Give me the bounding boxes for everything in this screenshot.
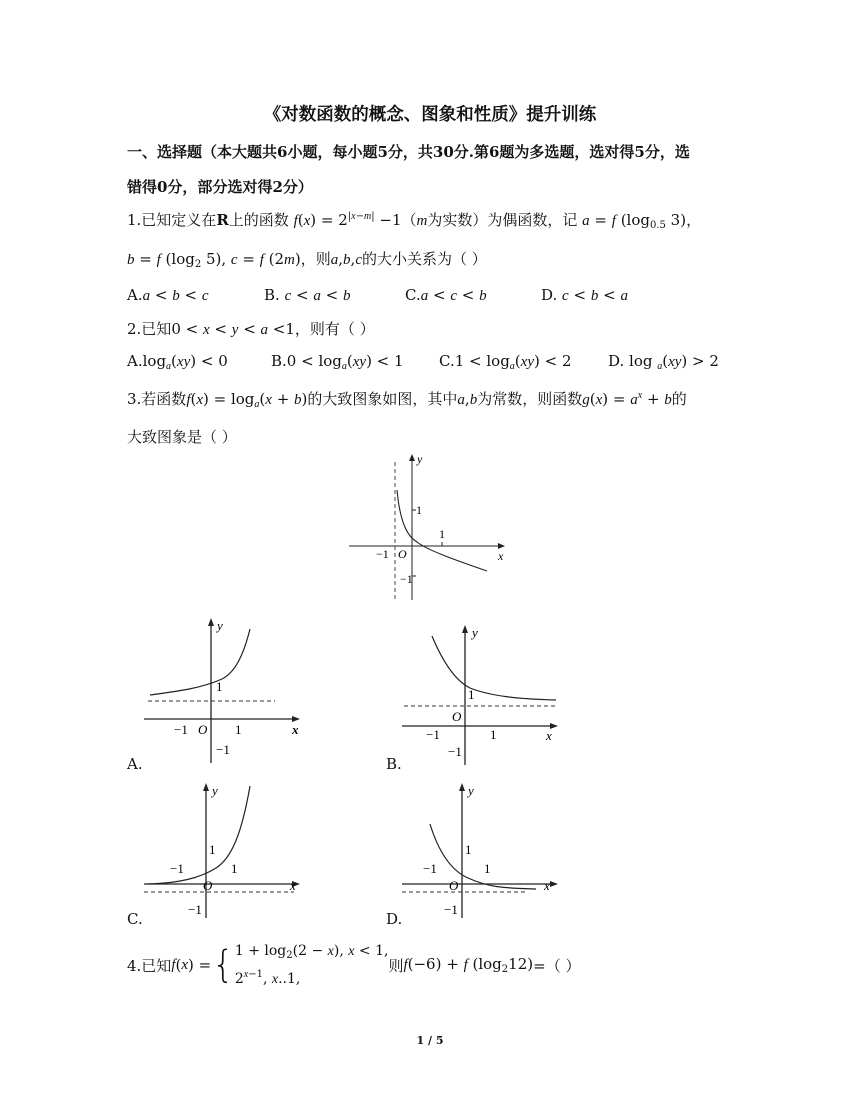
formula-bc: b = f ($\log_2$ 5), c = f (2m) — [127, 250, 301, 270]
b-x-label: x — [546, 728, 552, 743]
q1-option-c[interactable]: C.a < c < b — [405, 286, 487, 304]
tick-1-x: 1 — [439, 527, 445, 541]
option-d-label: D. — [386, 910, 403, 928]
b-tick-neg1-x: −1 — [426, 727, 440, 742]
b-tick-1-x: 1 — [490, 727, 497, 742]
c-x-label: x — [290, 878, 296, 893]
origin-label: O — [398, 547, 407, 561]
question-1-line2: b = f ($\log_2$ 5), c = f (2m)，则a,b,c的大小关系为（ ） — [127, 250, 487, 270]
question-2: 2.已知0 < x < y < a <1，则有（ ） — [127, 320, 375, 338]
formula-a: a = f ($\log_{0.5}$ 3) — [582, 211, 687, 231]
option-b-label: B. — [386, 755, 402, 773]
formula-ab: a,b — [457, 390, 478, 408]
formula-abc: a,b,c — [330, 250, 362, 268]
q1-option-b[interactable]: B. c < a < b — [264, 286, 351, 304]
a-tick-neg1-x: −1 — [174, 722, 188, 737]
question-3-line1: 3.若函数$f(x) = \log_a(x + b)$的大致图象如图，其中a,b为常数，则函数$g(x) = a^x + b$的 — [127, 390, 687, 410]
q2-option-c[interactable]: $C.1 < \log_a(xy) < 2$ — [439, 352, 572, 372]
a-tick-neg1-y: −1 — [216, 742, 230, 757]
d-x-label: x — [544, 878, 550, 893]
a-x-label: x — [292, 722, 299, 737]
b-tick-1-y: 1 — [468, 687, 475, 702]
section-heading-line1: 一、选择题（本大题共6小题，每小题5分，共30分.第6题为多选题，选对得5分，选 — [127, 143, 690, 161]
formula-f: $f(x) = 2^{|x-m|} -1$ — [293, 211, 402, 229]
page-number: 1 / 5 — [416, 1034, 444, 1047]
q2-option-a[interactable]: $A.\log_a(xy) < 0$ — [127, 352, 228, 372]
tick-1-y: 1 — [416, 503, 422, 517]
b-tick-neg1-y: −1 — [448, 744, 462, 759]
section-heading-line2: 错得0分，部分选对得2分） — [127, 178, 313, 196]
c-tick-neg1-y: −1 — [188, 902, 202, 917]
graph-option-b[interactable] — [398, 622, 568, 767]
q1-option-d[interactable]: D. c < b < a — [541, 286, 628, 304]
formula-g: $g(x) = a^x + b$ — [582, 390, 672, 408]
formula-ineq: 0 < x < y < a <1 — [171, 320, 295, 338]
graph-option-a[interactable] — [140, 615, 310, 765]
b-y-label: y — [472, 625, 478, 640]
a-origin: O — [198, 722, 208, 737]
axis-x-label: x — [498, 549, 504, 563]
formula-f-piecewise: f ( x ) = { $1 + \log_2(2 - x)$, x < 1, $2^{x-1}$, x..1, — [171, 942, 389, 987]
q2-option-b[interactable]: $B.0 < \log_a(xy) < 1$ — [271, 352, 404, 372]
c-tick-1-x: 1 — [231, 861, 238, 876]
d-tick-1-x: 1 — [484, 861, 491, 876]
question-3-line2: 大致图象是（ ） — [127, 428, 237, 446]
log-graph — [345, 450, 515, 605]
d-y-label: y — [468, 783, 474, 798]
option-c-label: C. — [127, 910, 143, 928]
option-a-label: A. — [127, 755, 143, 773]
d-origin: O — [449, 878, 459, 893]
a-y-label: y — [217, 618, 223, 633]
c-origin: O — [203, 878, 213, 893]
b-origin: O — [452, 709, 462, 724]
question-1-line1: 1.已知定义在R上的函数 $f(x) = 2^{|x-m|} -1(m$为实数）为偶函数，记 a = f ($\log_{0.5}$ 3)， — [127, 211, 702, 231]
q1-option-a[interactable]: A.a < b < c — [127, 286, 209, 304]
tick-neg1-x: −1 — [376, 547, 389, 561]
graph-option-c[interactable] — [140, 780, 310, 920]
a-tick-1-x: 1 — [235, 722, 242, 737]
c-y-label: y — [212, 783, 218, 798]
c-tick-1-y: 1 — [209, 842, 216, 857]
d-tick-neg1-y: −1 — [444, 902, 458, 917]
a-tick-1-y: 1 — [216, 679, 223, 694]
d-tick-1-y: 1 — [465, 842, 472, 857]
axis-y-label: y — [417, 452, 423, 466]
page-title: 《对数函数的概念、图象和性质》提升训练 — [263, 105, 597, 125]
question-4: 4.已知 f ( x ) = { $1 + \log_2(2 - x)$, x < 1, $2^{x-1}$, x..1, 则 f(−6) + f $(\log_212)$ =（ ） — [127, 942, 581, 987]
d-tick-neg1-x: −1 — [423, 861, 437, 876]
formula-sum: f(−6) + f $(\log_212)$ — [403, 955, 534, 975]
graph-option-d[interactable] — [398, 780, 568, 920]
formula-logab: $f(x) = \log_a(x + b)$ — [186, 390, 308, 410]
c-tick-neg1-x: −1 — [170, 861, 184, 876]
tick-neg1-y: −1 — [400, 572, 413, 586]
q2-option-d[interactable]: D. log $_a$(xy) > 2 — [608, 352, 719, 372]
